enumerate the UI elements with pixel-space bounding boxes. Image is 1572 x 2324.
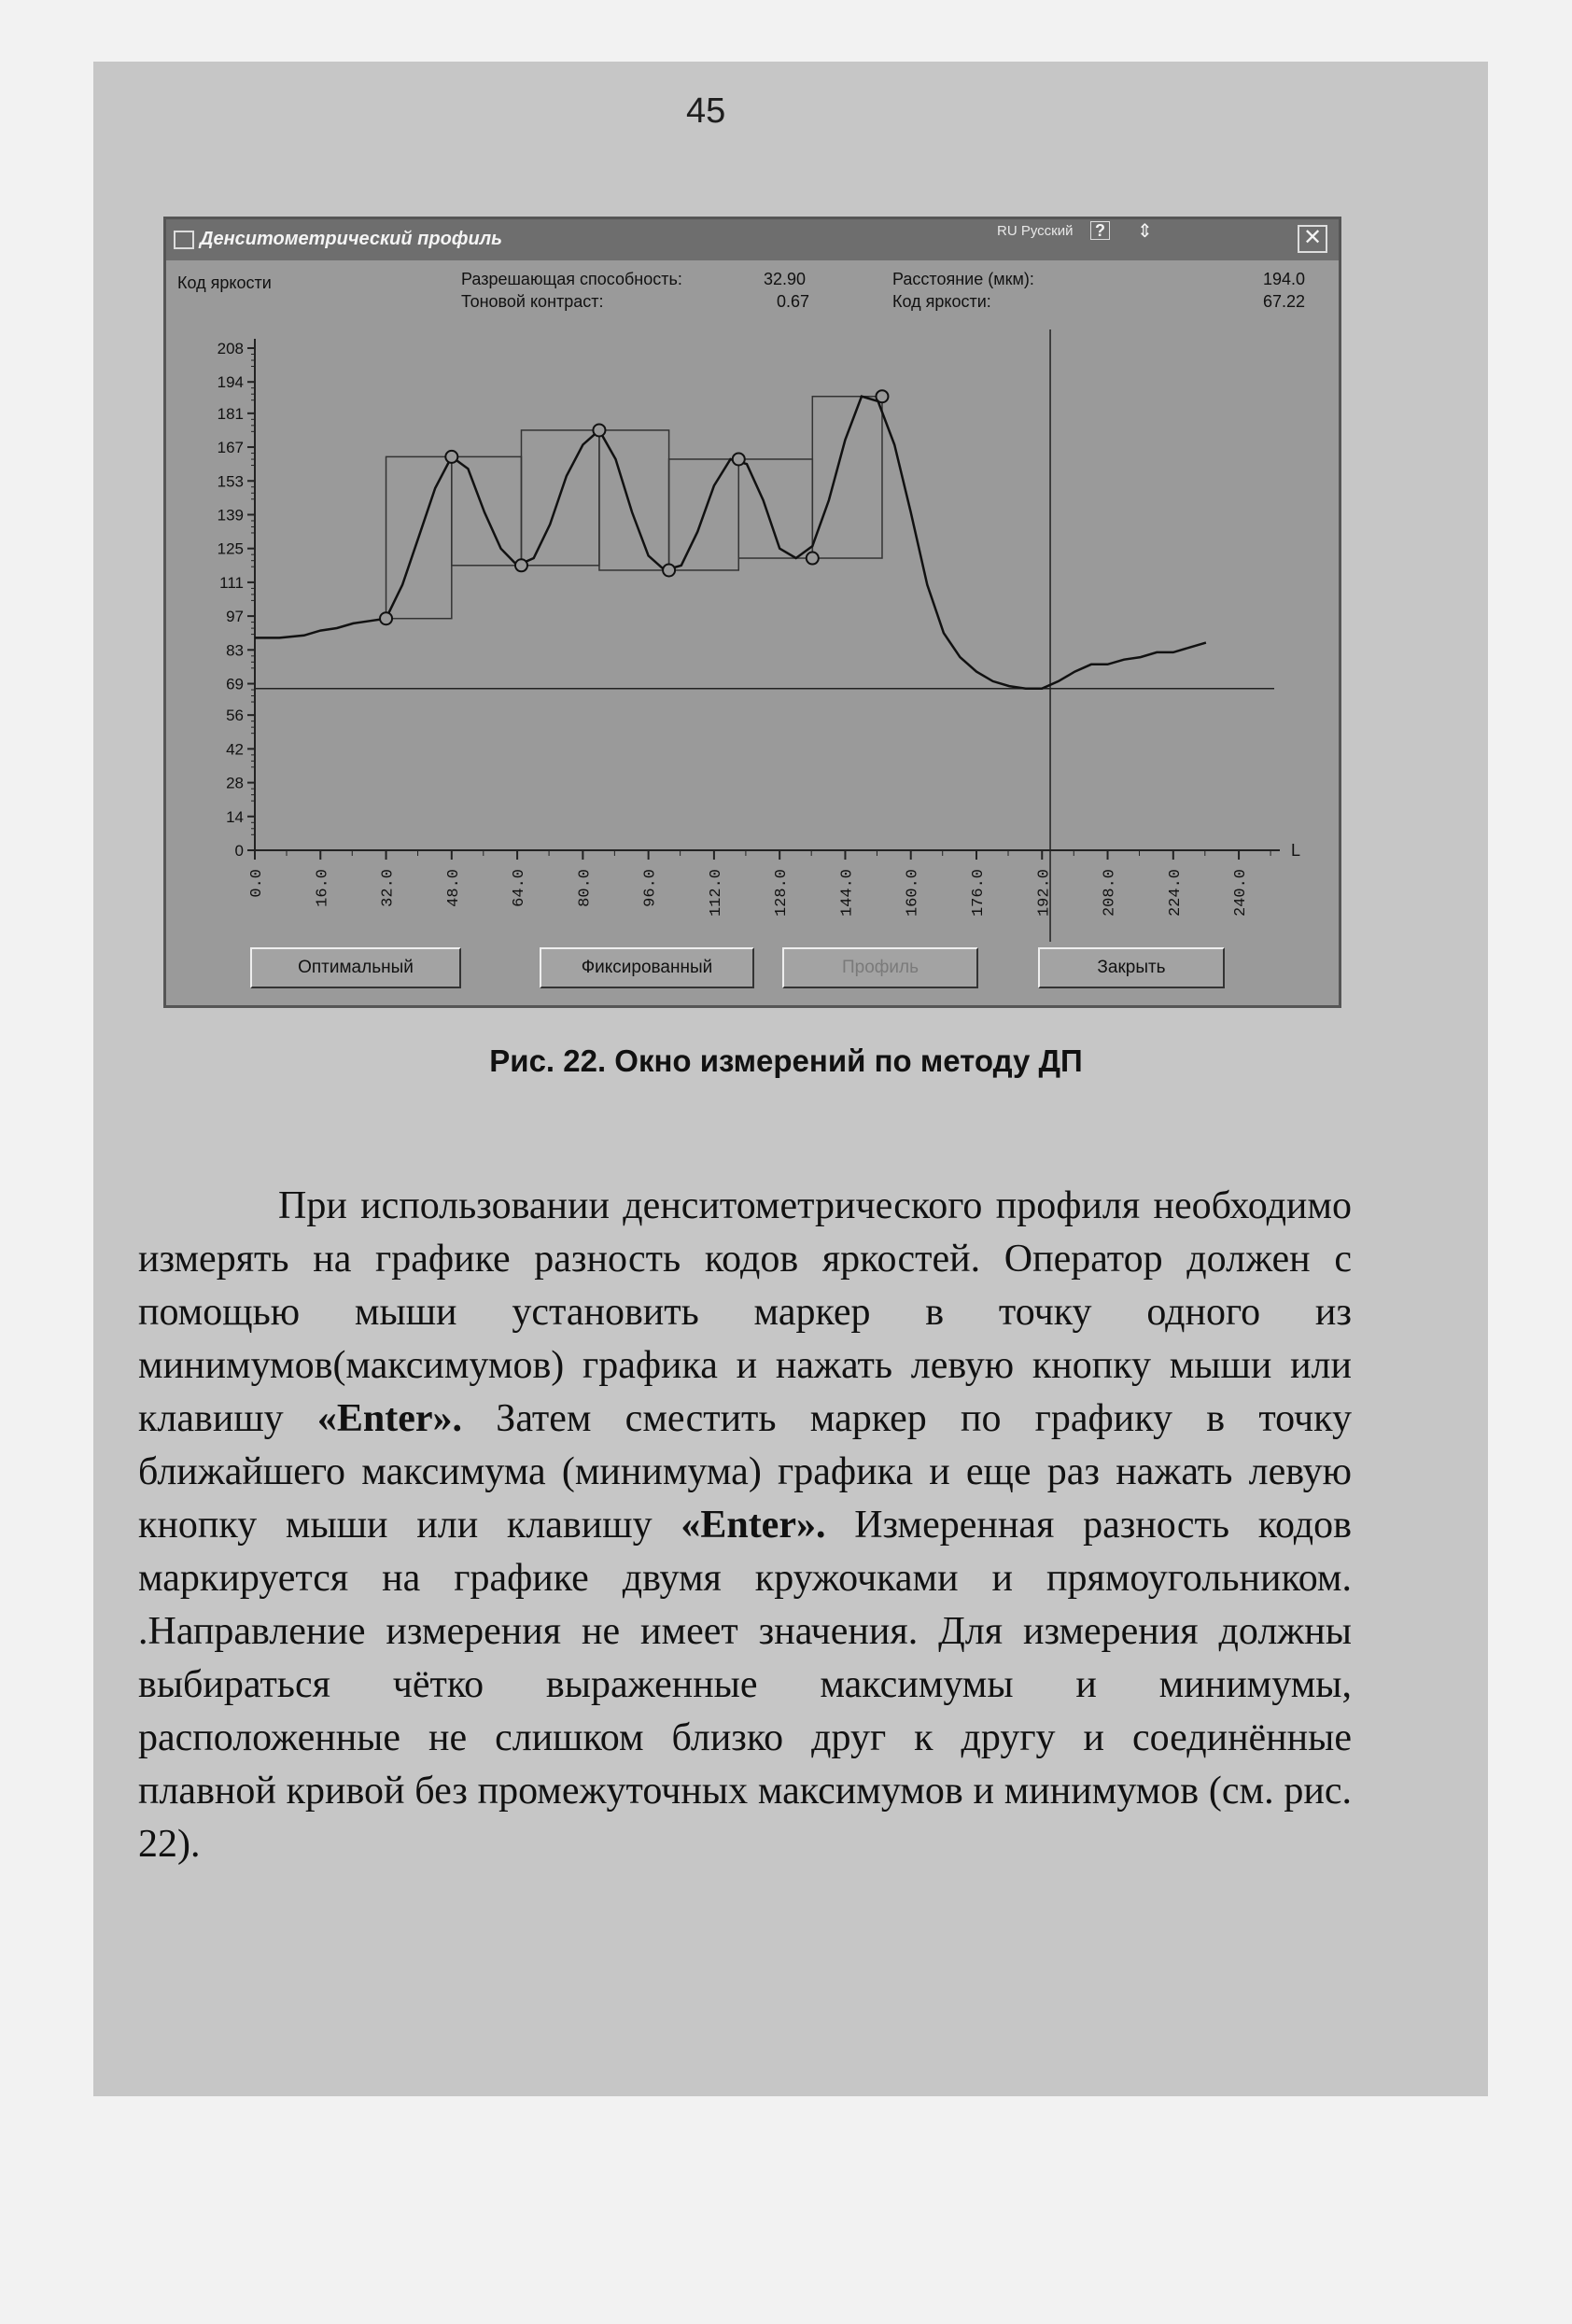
pin-icon[interactable]: ⇕ (1137, 221, 1153, 242)
y-tick-label: 208 (217, 340, 244, 357)
extremum-marker (515, 559, 527, 571)
help-icon[interactable]: ? (1090, 221, 1110, 240)
y-tick-label: 97 (226, 608, 244, 626)
measurement-rectangle (452, 456, 522, 565)
optimal-button[interactable]: Оптимальный (250, 947, 461, 988)
extremum-marker (445, 451, 457, 463)
contrast-label: Тоновой контраст: (461, 292, 604, 311)
y-tick-label: 69 (226, 675, 244, 693)
distance-value: 194.0 (1263, 270, 1306, 288)
x-tick-label: 192.0 (1035, 869, 1054, 917)
extremum-marker (663, 564, 675, 576)
x-tick-label: 176.0 (969, 869, 988, 917)
extremum-marker (733, 453, 745, 465)
body-paragraph (138, 1180, 1352, 1871)
y-tick-label: 83 (226, 641, 244, 660)
x-tick-label: 208.0 (1101, 869, 1119, 917)
y-tick-label: 153 (217, 472, 244, 491)
resolution-label: Разрешающая способность: (461, 270, 682, 288)
y-tick-label: 56 (226, 707, 244, 725)
extremum-marker (876, 390, 888, 402)
body-text-part-2: Затем сместить маркер по графику в точку ближайшего максимума (минимума) графика и еще раз нажать левую кнопку мыши или клавишу (138, 1397, 1352, 1547)
y-tick-label: 42 (226, 740, 244, 759)
figure-caption: Рис. 22. Окно измерений по методу ДП (489, 1043, 1083, 1078)
x-tick-label: 16.0 (314, 869, 332, 907)
x-tick-label: 240.0 (1232, 869, 1251, 917)
profile-chart[interactable] (166, 260, 1339, 942)
x-axis-label: L (1291, 841, 1301, 860)
x-tick-label: 48.0 (444, 869, 463, 907)
close-button[interactable]: Закрыть (1038, 947, 1225, 988)
window-title: Денситометрический профиль (200, 229, 503, 249)
x-tick-label: 112.0 (707, 869, 725, 917)
y-tick-label: 14 (226, 807, 244, 826)
y-axis-label: Код яркости (177, 273, 272, 292)
measurement-rectangle (521, 430, 598, 566)
extremum-marker (593, 424, 605, 436)
y-tick-label: 0 (234, 842, 244, 860)
brightness-label: Код яркости: (892, 292, 991, 311)
extremum-marker (807, 553, 819, 565)
contrast-value: 0.67 (777, 292, 810, 311)
y-tick-label: 194 (217, 373, 244, 392)
measurement-rectangle (599, 430, 669, 570)
y-tick-label: 167 (217, 439, 244, 457)
y-tick-label: 111 (219, 573, 244, 592)
body-text-part-1: При использовании денситометрического профиля необходимо измерять на графике разность кодов яркостей. Оператор должен с помощью мыши установить маркер в точку одного из минимумов(максимумов) графика и нажать левую кнопку мыши или клавишу (138, 1184, 1352, 1440)
body-text-part-3: Измеренная разность кодов маркируется на графике двумя кружочками и прямоугольником. .Направление измерения не имеет значения. Для измерения должны выбираться чётко выраженные максимумы и минимумы, расположенные не слишком близко друг к другу и соединённые плавной кривой без промежуточных максимумов и минимумов (см. рис. 22). (138, 1504, 1352, 1866)
x-tick-label: 96.0 (641, 869, 660, 907)
measurement-rectangle (738, 459, 812, 558)
y-tick-label: 139 (217, 506, 244, 525)
close-icon[interactable]: ✕ (1298, 225, 1327, 253)
distance-label: Расстояние (мкм): (892, 270, 1034, 288)
profile-series-line (255, 397, 1206, 689)
x-tick-label: 32.0 (379, 869, 398, 907)
page-number: 45 (686, 91, 726, 131)
brightness-value: 67.22 (1263, 292, 1306, 311)
x-tick-label: 80.0 (576, 869, 595, 907)
densitometric-profile-window (163, 217, 1341, 1008)
profile-button[interactable]: Профиль (782, 947, 978, 988)
x-tick-label: 128.0 (773, 869, 792, 917)
y-tick-label: 125 (217, 539, 244, 558)
x-tick-label: 0.0 (248, 869, 266, 898)
x-tick-label: 160.0 (904, 869, 922, 917)
x-tick-label: 224.0 (1166, 869, 1185, 917)
y-tick-label: 28 (226, 774, 244, 792)
language-indicator[interactable]: RU Русский (997, 223, 1074, 239)
fixed-button[interactable]: Фиксированный (540, 947, 754, 988)
x-tick-label: 144.0 (838, 869, 857, 917)
x-tick-label: 64.0 (511, 869, 529, 907)
y-tick-label: 181 (217, 404, 244, 423)
enter-key-label-1: «Enter». (316, 1397, 463, 1440)
extremum-marker (380, 612, 392, 624)
measurement-rectangle (812, 397, 882, 558)
window-titlebar (166, 219, 1339, 260)
resolution-value: 32.90 (764, 270, 807, 288)
app-icon (174, 231, 194, 249)
enter-key-label-2: «Enter». (681, 1504, 826, 1547)
